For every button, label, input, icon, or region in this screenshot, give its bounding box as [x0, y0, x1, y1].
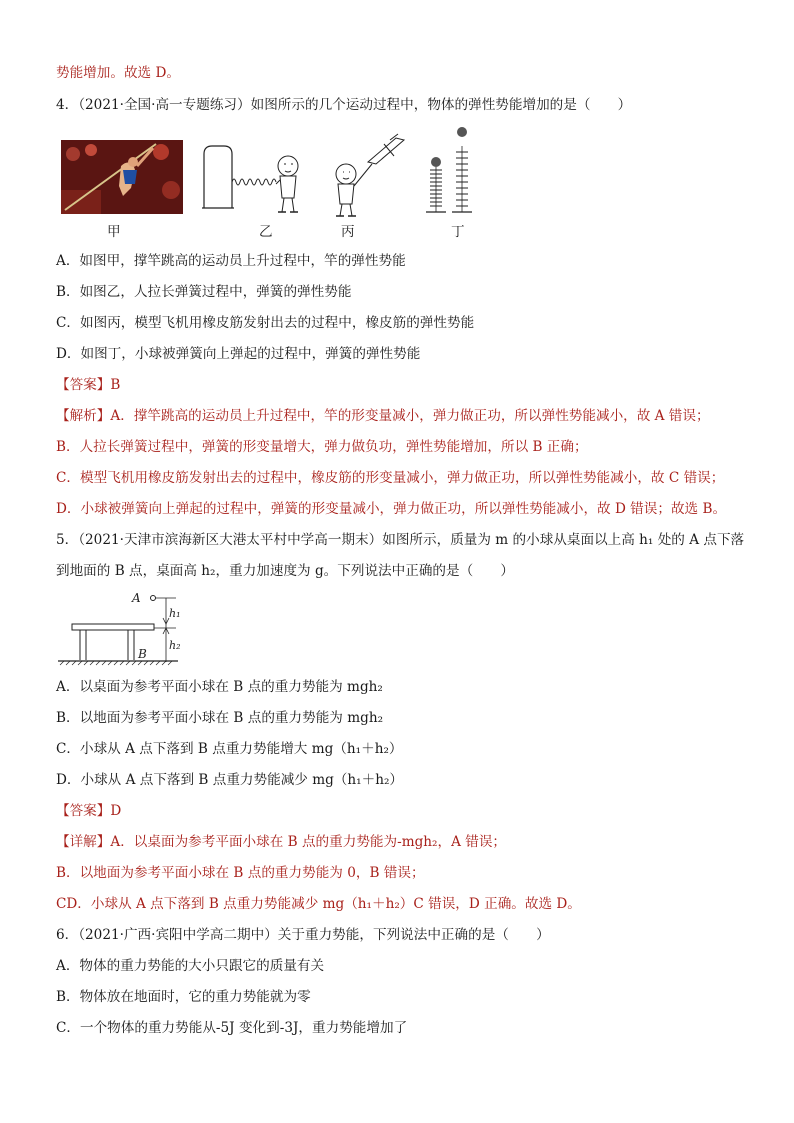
model-plane-drawing: [324, 132, 414, 224]
question-4-option-c: C．如图丙，模型飞机用橡皮筋发射出去的过程中，橡皮筋的弹性势能: [56, 315, 475, 331]
question-5-answer: 【答案】D: [56, 803, 122, 819]
caption-jia: 甲: [107, 224, 121, 240]
question-6-option-b: B．物体放在地面时，它的重力势能就为零: [56, 989, 311, 1005]
question-5-figure: [56, 588, 196, 668]
spring-pull-drawing: [198, 144, 318, 224]
question-4-explanation-b: B．人拉长弹簧过程中，弹簧的形变量增大，弹力做负功，弹性势能增加，所以 B 正确；: [56, 439, 588, 455]
caption-ding: 丁: [451, 224, 465, 240]
question-5-option-d: D．小球从 A 点下落到 B 点重力势能减少 mg（h₁＋h₂）: [56, 772, 403, 788]
question-4-option-d: D．如图丁，小球被弹簧向上弹起的过程中，弹簧的弹性势能: [56, 346, 421, 362]
question-5-stem-1: 5．（2021·天津市滨海新区大港太平村中学高一期末）如图所示，质量为 m 的小球从桌面以上高 h₁ 处的 A 点下落: [56, 532, 745, 548]
question-4-option-a: A．如图甲，撑竿跳高的运动员上升过程中，竿的弹性势能: [56, 253, 406, 269]
question-4-explanation-c: C．模型飞机用橡皮筋发射出去的过程中，橡皮筋的形变量减小，弹力做正功，所以弹性势能减小，故 C 错误；: [56, 470, 725, 486]
question-5-explanation-cd: CD．小球从 A 点下落到 B 点重力势能减少 mg（h₁＋h₂）C 错误，D 正确。故选 D。: [56, 896, 581, 912]
question-5-stem-2: 到地面的 B 点，桌面高 h₂，重力加速度为 g。下列说法中正确的是（ ）: [56, 563, 514, 579]
h2-label: h₂: [169, 639, 181, 652]
question-4-option-b: B．如图乙，人拉长弹簧过程中，弹簧的弹性势能: [56, 284, 352, 300]
question-4-explanation-d: D．小球被弹簧向上弹起的过程中，弹簧的形变量减小，弹力做正功，所以弹性势能减小，故 D 错误；故选 B。: [56, 501, 727, 517]
question-5-explanation-a: 【详解】A．以桌面为参考平面小球在 B 点的重力势能为-mgh₂，A 错误；: [56, 834, 507, 850]
question-5-explanation-b: B．以地面为参考平面小球在 B 点的重力势能为 0，B 错误；: [56, 865, 425, 881]
question-6-stem: 6．（2021·广西·宾阳中学高二期中）关于重力势能，下列说法中正确的是（ ）: [56, 927, 550, 943]
question-5-option-b: B．以地面为参考平面小球在 B 点的重力势能为 mgh₂: [56, 710, 384, 726]
question-6-option-a: A．物体的重力势能的大小只跟它的质量有关: [56, 958, 325, 974]
question-5-option-c: C．小球从 A 点下落到 B 点重力势能增大 mg（h₁＋h₂）: [56, 741, 403, 757]
point-b-label: B: [138, 647, 147, 661]
question-6-option-c: C．一个物体的重力势能从-5J 变化到-3J，重力势能增加了: [56, 1020, 408, 1036]
question-4-answer: 【答案】B: [56, 377, 121, 393]
question-4-explanation-a: 【解析】A．撑竿跳高的运动员上升过程中，竿的形变量减小，弹力做正功，所以弹性势能减小，故 A 错误；: [56, 408, 710, 424]
caption-yi: 乙: [259, 224, 273, 240]
spring-ball-drawing: [422, 126, 482, 216]
question-5-option-a: A．以桌面为参考平面小球在 B 点的重力势能为 mgh₂: [56, 679, 383, 695]
caption-bing: 丙: [341, 224, 355, 240]
point-a-label: A: [132, 591, 141, 605]
pole-vault-photo: [61, 140, 183, 214]
question-4-stem: 4．（2021·全国·高一专题练习）如图所示的几个运动过程中，物体的弹性势能增加的是（ ）: [56, 97, 632, 113]
prev-answer-tail: 势能增加。故选 D。: [56, 65, 180, 81]
h1-label: h₁: [169, 607, 181, 620]
question-4-figure: [56, 126, 496, 244]
